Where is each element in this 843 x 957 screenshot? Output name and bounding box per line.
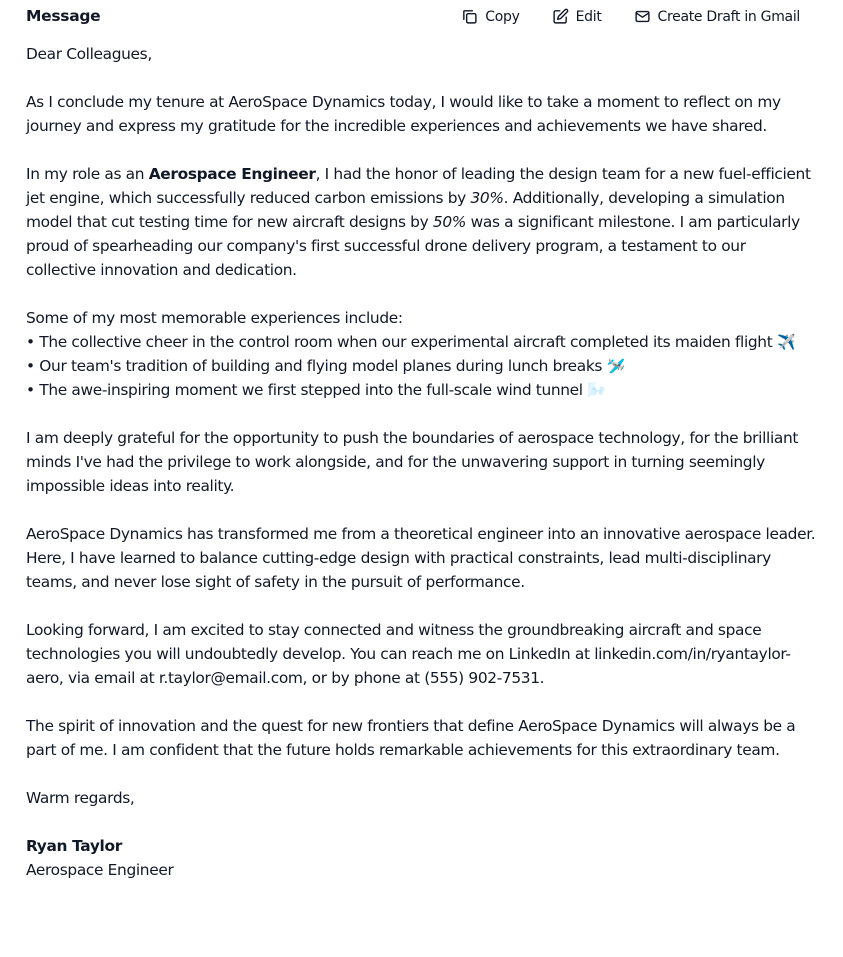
list-item: • Our team's tradition of building and flying model planes during lunch breaks 🛩️	[26, 357, 625, 375]
mail-icon	[634, 8, 651, 25]
role-text-pre: In my role as an	[26, 165, 149, 183]
stat-emissions: 30%	[470, 189, 504, 207]
small-airplane-icon: 🛩️	[606, 357, 625, 375]
airplane-icon: ✈️	[776, 333, 796, 351]
copy-icon	[461, 8, 478, 25]
list-item: • The awe-inspiring moment we first stepped into the full-scale wind tunnel 🌬️	[26, 381, 606, 399]
copy-button[interactable]	[461, 8, 519, 25]
message-title: Message	[26, 7, 101, 25]
edit-icon	[552, 8, 569, 25]
role-title: Aerospace Engineer	[148, 165, 316, 183]
copy-label: Copy	[485, 8, 520, 25]
paragraph-spirit: The spirit of innovation and the quest for new frontiers that define AeroSpace Dynamics will always be a part of me. I am confident that the future holds remarkable achievements for this extraordinary team.	[26, 717, 796, 759]
wind-icon: 🌬️	[587, 381, 606, 399]
paragraph-transformation: AeroSpace Dynamics has transformed me from a theoretical engineer into an innovative aerospace leader. Here, I have learned to balance cutting-edge design with practical constraints, lead multi-disciplinary teams, and never lose sight of safety in the pursuit of performance.	[26, 525, 816, 591]
create-draft-gmail-button[interactable]	[634, 8, 800, 25]
role-text-mid1: , I had the honor of leading the design team for a new fuel-efficient jet engine, which successfully reduced carbon emissions by	[26, 165, 811, 207]
signature-title: Aerospace Engineer	[26, 861, 174, 879]
paragraph-intro: As I conclude my tenure at AeroSpace Dynamics today, I would like to take a moment to reflect on my journey and express my gratitude for the incredible experiences and achievements we have shared.	[26, 93, 781, 135]
list-intro: Some of my most memorable experiences include:	[26, 309, 403, 327]
stat-testing-time: 50%	[432, 213, 467, 231]
list-item: • The collective cheer in the control room when our experimental aircraft completed its maiden flight ✈️	[26, 333, 796, 351]
paragraph-contact: Looking forward, I am excited to stay connected and witness the groundbreaking aircraft and space technologies you will undoubtedly develop. You can reach me on LinkedIn at linkedin.com/in/ryantaylor-aero, via email at r.taylor@email.com, or by phone at (555) 902-7531.	[26, 621, 791, 687]
edit-button[interactable]	[552, 8, 602, 25]
greeting: Dear Colleagues,	[26, 45, 152, 63]
paragraph-gratitude: I am deeply grateful for the opportunity to push the boundaries of aerospace technology, for the brilliant minds I've had the privilege to work alongside, and for the unwavering support in turning seemingly impossible ideas into reality.	[26, 429, 799, 495]
message-actions	[461, 8, 800, 25]
message-body	[26, 42, 816, 882]
closing: Warm regards,	[26, 789, 135, 807]
role-text-post: was a significant milestone. I am particularly proud of spearheading our company's first successful drone delivery program, a testament to our collective innovation and dedication.	[26, 213, 800, 279]
edit-label: Edit	[575, 8, 602, 25]
create-draft-label: Create Draft in Gmail	[657, 8, 800, 25]
paragraph-role	[26, 162, 816, 282]
role-text-mid2: . Additionally, developing a simulation model that cut testing time for new aircraft designs by	[26, 189, 785, 231]
message-header	[0, 0, 843, 34]
signature-name: Ryan Taylor	[26, 837, 122, 855]
